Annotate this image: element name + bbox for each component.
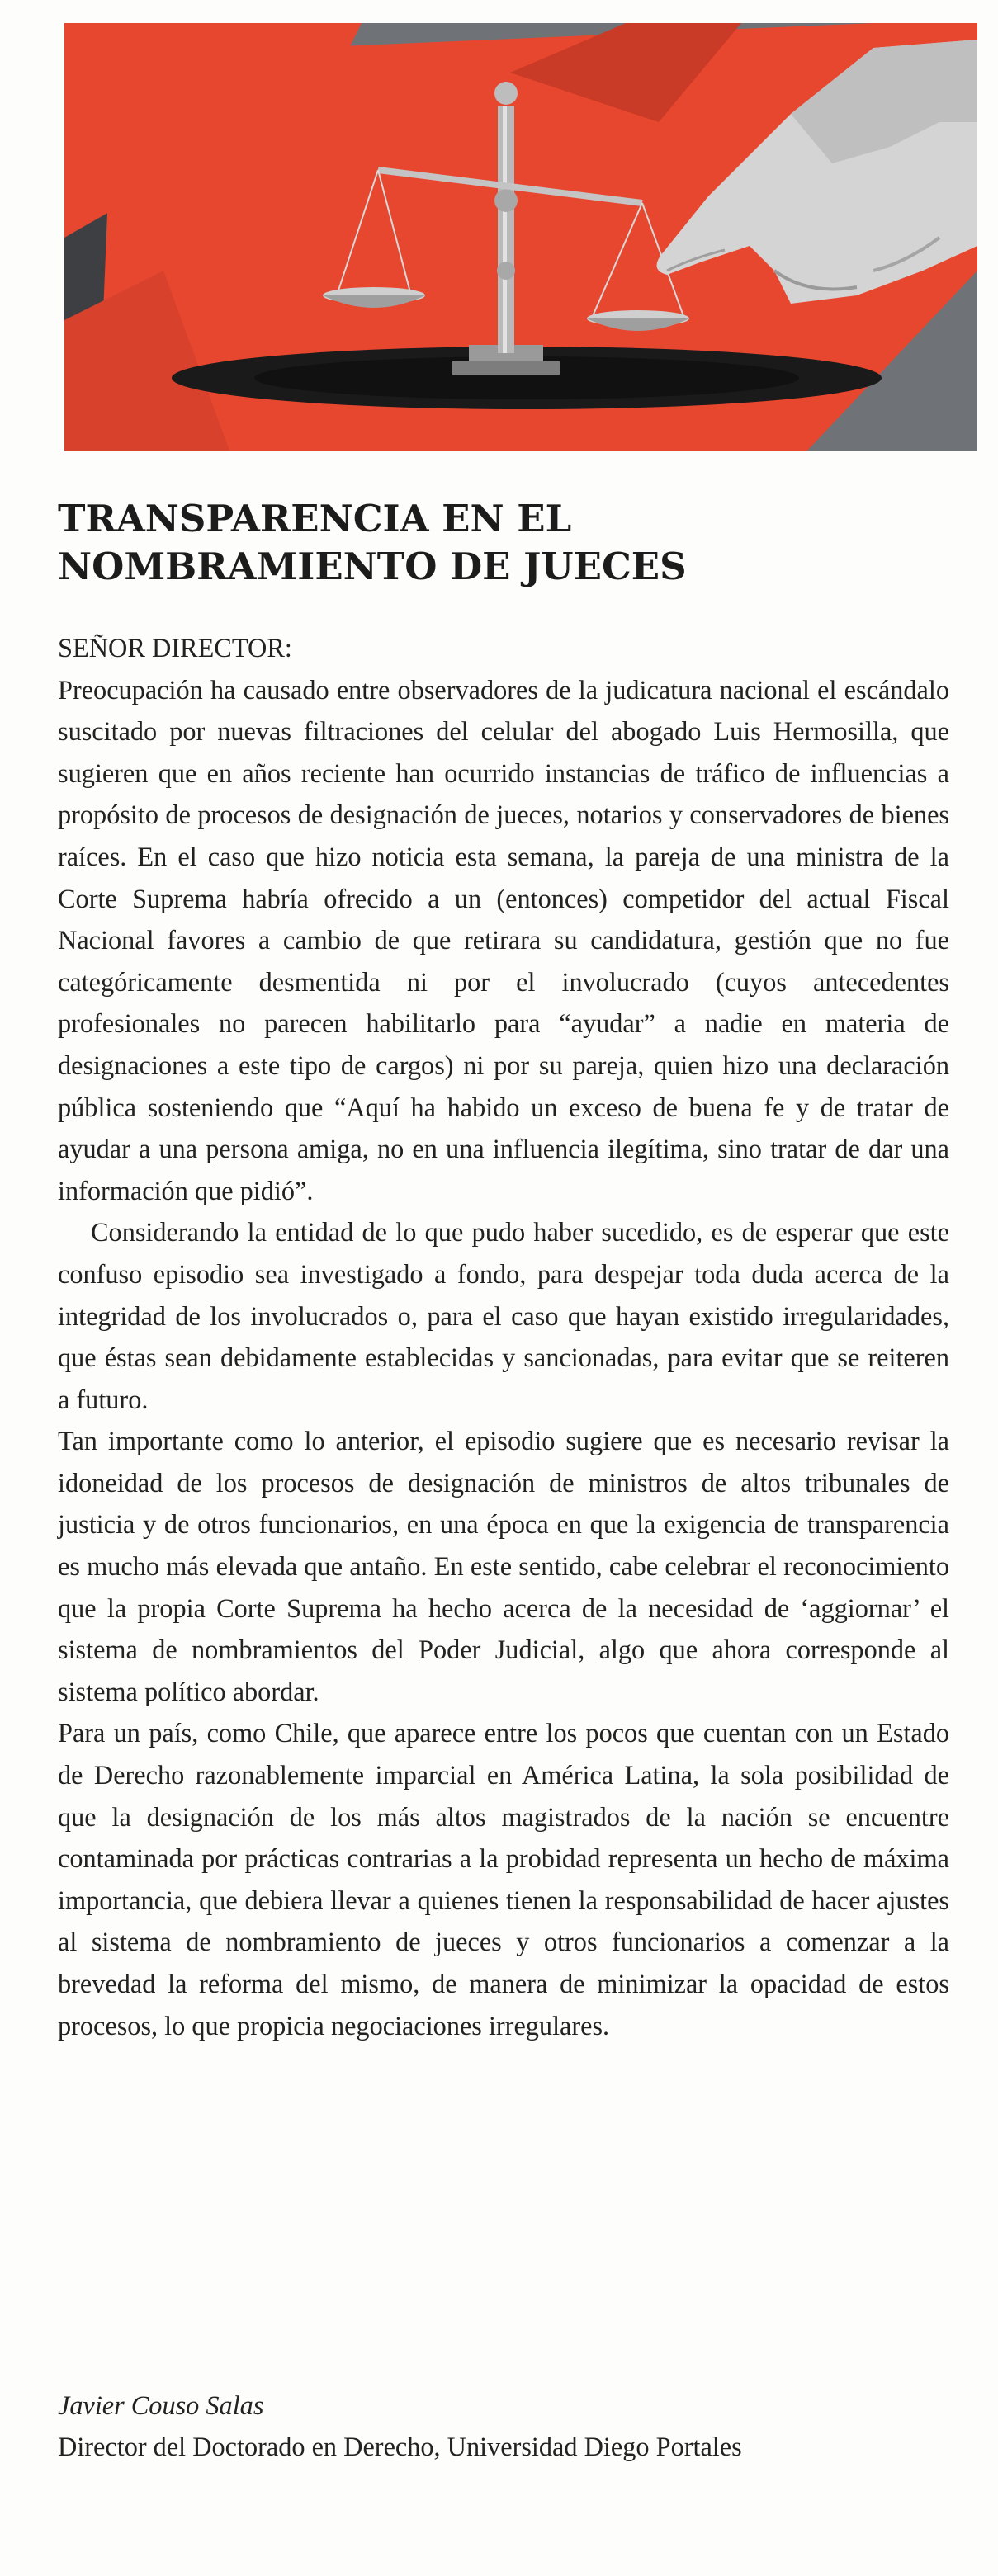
author-role: Director del Doctorado en Derecho, Universidad Diego Portales bbox=[58, 2432, 742, 2461]
illustration-scales-of-justice bbox=[64, 23, 977, 451]
paragraph-1: Preocupación ha causado entre observadores de la judicatura nacional el escándalo suscitado por nuevas filtraciones del celular del abogado Luis Hermosilla, que sugieren que en años reciente han ocurrido instancias de tráfico de influencias a propósito de procesos de designación de jueces, notarios y conservadores de bienes raíces. En el caso que hizo noticia esta semana, la pareja de una ministra de la Corte Suprema habría ofrecido a un (entonces) competidor del actual Fiscal Nacional favores a cambio de que retirara su candidatura, gestión que no fue categóricamente desmentida ni por el involucrado (cuyos antecedentes profesionales no parecen habilitarlo para “ayudar” a nadie en materia de designaciones a este tipo de cargos) ni por su pareja, quien hizo una declaración pública sosteniendo que “Aquí ha habido un exceso de buena fe y de tratar de ayudar a una persona amiga, no en una influencia ilegítima, sino tratar de dar una información que pidió”. bbox=[58, 674, 949, 1205]
letter-body bbox=[58, 627, 949, 2046]
paragraph-4: Para un país, como Chile, que aparece entre los pocos que cuentan con un Estado de Derecho razonablemente imparcial en América Latina, la sola posibilidad de que la designación de los más altos magistrados de la nación se encuentre contaminada por prácticas contrarias a la probidad representa un hecho de máxima importancia, que debiera llevar a quienes tienen la responsabilidad de hacer ajustes al sistema de nombramiento de jueces y otros funcionarios a comenzar a la brevedad la reforma del mismo, de manera de minimizar la opacidad de estos procesos, lo que propicia negociaciones irregulares. bbox=[58, 1718, 949, 2041]
signature-block bbox=[58, 2385, 966, 2467]
article-headline: TRANSPARENCIA EN EL NOMBRAMIENTO DE JUECES bbox=[58, 497, 687, 588]
paragraph-2: Considerando la entidad de lo que pudo haber sucedido, es de esperar que este confuso episodio sea investigado a fondo, para despejar toda duda acerca de la integridad de los involucrados o, para el caso que hayan existido irregularidades, que éstas sean debidamente establecidas y sancionadas, para evitar que se reiteren a futuro. bbox=[58, 1217, 949, 1414]
author-name: Javier Couso Salas bbox=[58, 2390, 264, 2420]
scales-hand-image bbox=[64, 23, 977, 451]
paragraph-3: Tan importante como lo anterior, el episodio sugiere que es necesario revisar la idoneidad de los procesos de designación de ministros de altos tribunales de justicia y de otros funcionarios, en una época en que la exigencia de transparencia es mucho más elevada que antaño. En este sentido, cabe celebrar el reconocimiento que la propia Corte Suprema ha hecho acerca de la necesidad de ‘aggiornar’ el sistema de nombramientos del Poder Judicial, algo que ahora corresponde al sistema político abordar. bbox=[58, 1426, 949, 1706]
salutation: SEÑOR DIRECTOR: bbox=[58, 633, 292, 663]
